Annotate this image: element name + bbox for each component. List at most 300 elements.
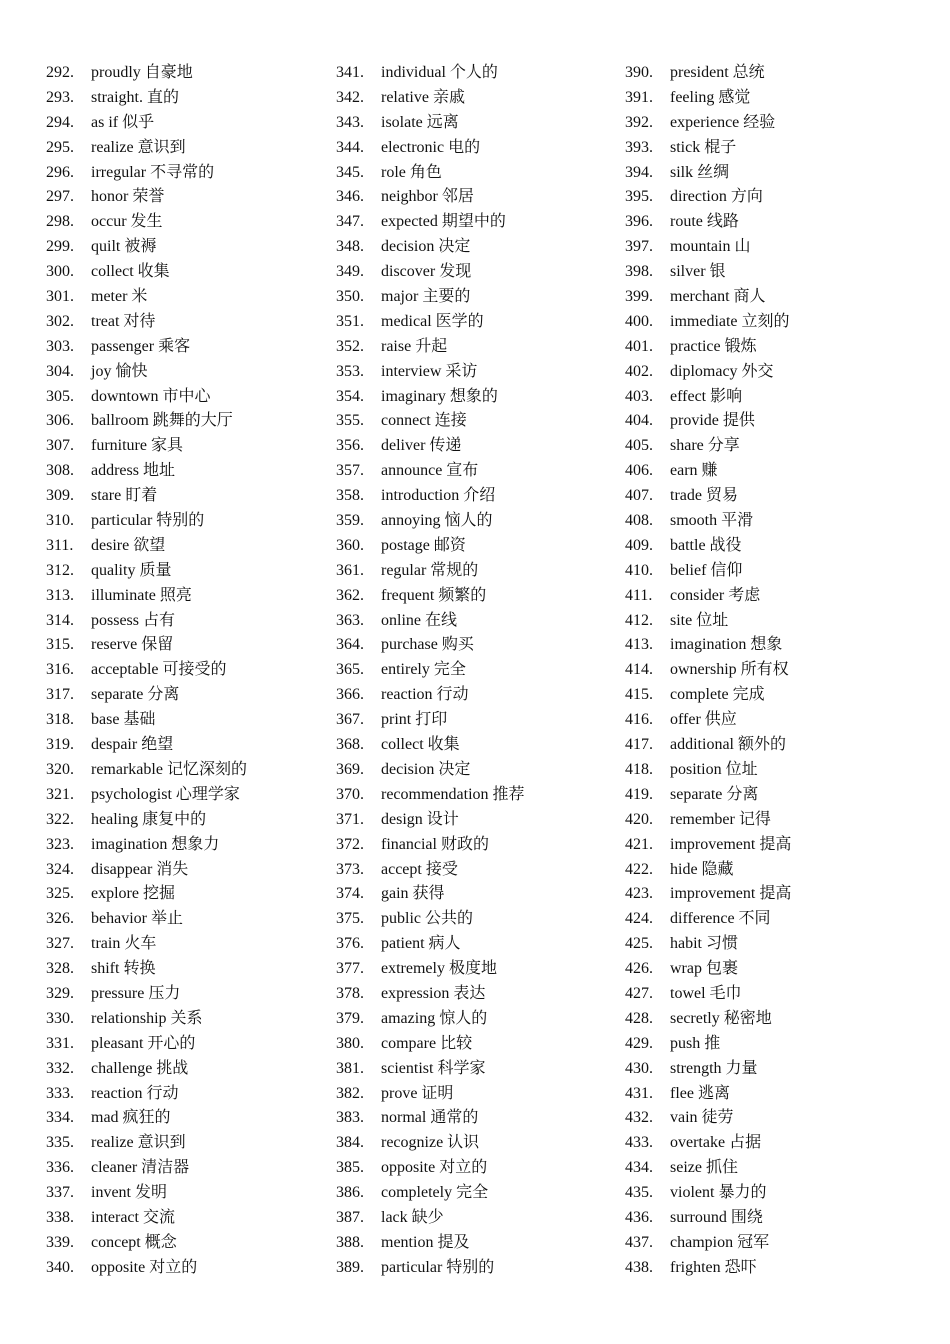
entry-number: 339. (46, 1233, 74, 1251)
entry-number: 316. (46, 661, 74, 679)
entry-word: relative 亲戚 (381, 88, 465, 106)
vocab-entry (625, 708, 915, 733)
vocab-entry (336, 409, 626, 434)
entry-number: 431. (625, 1084, 653, 1102)
entry-number: 393. (625, 138, 653, 156)
entry-number: 413. (625, 636, 653, 654)
entry-number: 298. (46, 213, 74, 231)
entry-number: 401. (625, 337, 653, 355)
entry-word: lack 缺少 (381, 1208, 444, 1226)
entry-word: shift 转换 (91, 960, 156, 978)
entry-number: 399. (625, 288, 653, 306)
entry-word: smooth 平滑 (670, 512, 754, 530)
vocab-entry (46, 260, 336, 285)
entry-word: occur 发生 (91, 213, 163, 231)
vocab-entry (46, 833, 336, 858)
vocab-entry (625, 808, 915, 833)
vocab-entry (625, 1256, 915, 1281)
entry-number: 421. (625, 835, 653, 853)
entry-number: 322. (46, 810, 74, 828)
entry-number: 415. (625, 686, 653, 704)
entry-word: extremely 极度地 (381, 960, 497, 978)
vocab-entry (46, 210, 336, 235)
entry-word: interact 交流 (91, 1208, 175, 1226)
entry-number: 345. (336, 163, 364, 181)
vocab-entry (46, 509, 336, 534)
entry-word: annoying 恼人的 (381, 512, 493, 530)
vocab-entry (336, 1106, 626, 1131)
vocab-entry (625, 683, 915, 708)
vocab-entry (336, 1057, 626, 1082)
vocab-entry (336, 1181, 626, 1206)
entry-word: electronic 电的 (381, 138, 481, 156)
entry-word: imagination 想象力 (91, 835, 220, 853)
vocab-entry (336, 1032, 626, 1057)
entry-word: mountain 山 (670, 238, 751, 256)
entry-word: announce 宣布 (381, 462, 479, 480)
entry-word: connect 连接 (381, 412, 467, 430)
entry-word: merchant 商人 (670, 288, 766, 306)
entry-number: 391. (625, 88, 653, 106)
entry-number: 355. (336, 412, 364, 430)
entry-word: discover 发现 (381, 263, 472, 281)
entry-number: 299. (46, 238, 74, 256)
entry-word: completely 完全 (381, 1184, 489, 1202)
entry-number: 304. (46, 362, 74, 380)
entry-number: 349. (336, 263, 364, 281)
vocab-entry (336, 1131, 626, 1156)
entry-word: particular 特别的 (381, 1258, 495, 1276)
entry-number: 323. (46, 835, 74, 853)
entry-word: towel 毛巾 (670, 984, 742, 1002)
entry-word: immediate 立刻的 (670, 312, 790, 330)
entry-word: decision 决定 (381, 760, 471, 778)
entry-number: 364. (336, 636, 364, 654)
vocab-entry (625, 1032, 915, 1057)
entry-word: deliver 传递 (381, 437, 462, 455)
entry-number: 428. (625, 1009, 653, 1027)
vocab-entry (625, 733, 915, 758)
vocab-entry (625, 833, 915, 858)
vocab-entry (336, 1206, 626, 1231)
vocab-entry (46, 1007, 336, 1032)
entry-number: 405. (625, 437, 653, 455)
vocab-entry (625, 882, 915, 907)
entry-number: 370. (336, 785, 364, 803)
vocab-entry (46, 932, 336, 957)
vocab-entry (336, 235, 626, 260)
entry-number: 417. (625, 736, 653, 754)
entry-word: as if 似乎 (91, 113, 155, 131)
entry-number: 346. (336, 188, 364, 206)
entry-word: normal 通常的 (381, 1109, 479, 1127)
entry-word: scientist 科学家 (381, 1059, 486, 1077)
entry-number: 437. (625, 1233, 653, 1251)
entry-number: 377. (336, 960, 364, 978)
entry-word: ballroom 跳舞的大厅 (91, 412, 233, 430)
entry-number: 361. (336, 561, 364, 579)
vocab-entry (336, 907, 626, 932)
vocab-entry (336, 932, 626, 957)
entry-number: 333. (46, 1084, 74, 1102)
entry-word: print 打印 (381, 711, 448, 729)
entry-number: 387. (336, 1208, 364, 1226)
entry-word: downtown 市中心 (91, 387, 211, 405)
entry-number: 307. (46, 437, 74, 455)
entry-word: effect 影响 (670, 387, 743, 405)
vocab-entry (336, 111, 626, 136)
vocab-entry (336, 584, 626, 609)
vocab-entry (46, 1032, 336, 1057)
entry-word: mention 提及 (381, 1233, 470, 1251)
entry-number: 331. (46, 1034, 74, 1052)
vocab-entry (46, 683, 336, 708)
vocab-entry (625, 185, 915, 210)
entry-word: particular 特别的 (91, 512, 205, 530)
entry-number: 344. (336, 138, 364, 156)
vocab-entry (336, 185, 626, 210)
entry-number: 343. (336, 113, 364, 131)
entry-word: imaginary 想象的 (381, 387, 498, 405)
vocab-entry (625, 584, 915, 609)
entry-word: violent 暴力的 (670, 1184, 767, 1202)
entry-word: surround 围绕 (670, 1208, 763, 1226)
entry-number: 419. (625, 785, 653, 803)
entry-word: route 线路 (670, 213, 739, 231)
entry-word: seize 抓住 (670, 1159, 738, 1177)
vocab-entry (336, 1082, 626, 1107)
vocab-entry (46, 161, 336, 186)
vocab-entry (336, 733, 626, 758)
entry-word: ownership 所有权 (670, 661, 789, 679)
entry-number: 350. (336, 288, 364, 306)
entry-number: 432. (625, 1109, 653, 1127)
entry-word: hide 隐藏 (670, 860, 734, 878)
entry-word: compare 比较 (381, 1034, 473, 1052)
entry-word: irregular 不寻常的 (91, 163, 215, 181)
entry-number: 315. (46, 636, 74, 654)
vocab-entry (625, 783, 915, 808)
entry-word: possess 占有 (91, 611, 176, 629)
entry-word: purchase 购买 (381, 636, 474, 654)
vocab-entry (625, 484, 915, 509)
entry-number: 321. (46, 785, 74, 803)
entry-number: 302. (46, 312, 74, 330)
vocab-entry (336, 335, 626, 360)
vocab-entry (46, 559, 336, 584)
vocab-entry (336, 1256, 626, 1281)
entry-word: frequent 频繁的 (381, 586, 487, 604)
entry-word: offer 供应 (670, 711, 737, 729)
vocab-entry (336, 459, 626, 484)
entry-word: secretly 秘密地 (670, 1009, 772, 1027)
vocab-entry (46, 1131, 336, 1156)
vocab-entry (336, 858, 626, 883)
entry-word: remember 记得 (670, 810, 771, 828)
vocab-entry (46, 335, 336, 360)
entry-word: prove 证明 (381, 1084, 454, 1102)
vocab-entry (46, 758, 336, 783)
entry-number: 398. (625, 263, 653, 281)
entry-number: 420. (625, 810, 653, 828)
entry-number: 422. (625, 860, 653, 878)
vocab-entry (625, 86, 915, 111)
vocab-entry (46, 633, 336, 658)
entry-number: 394. (625, 163, 653, 181)
vocab-entry (46, 1181, 336, 1206)
entry-word: separate 分离 (670, 785, 759, 803)
vocab-entry (625, 161, 915, 186)
vocab-entry (625, 434, 915, 459)
entry-word: online 在线 (381, 611, 457, 629)
entry-word: feeling 感觉 (670, 88, 751, 106)
entry-word: desire 欲望 (91, 536, 166, 554)
entry-number: 293. (46, 88, 74, 106)
vocab-entry (625, 559, 915, 584)
entry-word: concept 概念 (91, 1233, 177, 1251)
vocab-entry (336, 161, 626, 186)
entry-number: 353. (336, 362, 364, 380)
entry-number: 406. (625, 462, 653, 480)
entry-word: role 角色 (381, 163, 442, 181)
entry-word: reaction 行动 (381, 686, 469, 704)
entry-number: 369. (336, 760, 364, 778)
entry-number: 341. (336, 64, 364, 81)
entry-number: 409. (625, 536, 653, 554)
vocab-entry (336, 260, 626, 285)
vocab-entry (46, 434, 336, 459)
vocab-entry (46, 1206, 336, 1231)
entry-word: individual 个人的 (381, 64, 498, 81)
entry-number: 336. (46, 1159, 74, 1177)
entry-number: 294. (46, 113, 74, 131)
entry-word: remarkable 记忆深刻的 (91, 760, 247, 778)
entry-number: 397. (625, 238, 653, 256)
entry-number: 396. (625, 213, 653, 231)
entry-number: 381. (336, 1059, 364, 1077)
entry-word: base 基础 (91, 711, 156, 729)
entry-number: 351. (336, 312, 364, 330)
entry-word: president 总统 (670, 64, 765, 81)
entry-word: consider 考虑 (670, 586, 761, 604)
entry-word: financial 财政的 (381, 835, 489, 853)
entry-word: major 主要的 (381, 288, 471, 306)
vocab-entry (625, 1007, 915, 1032)
entry-number: 329. (46, 984, 74, 1002)
entry-number: 384. (336, 1134, 364, 1152)
entry-word: opposite 对立的 (381, 1159, 488, 1177)
entry-word: vain 徒劳 (670, 1109, 734, 1127)
entry-number: 408. (625, 512, 653, 530)
entry-word: silk 丝绸 (670, 163, 730, 181)
vocab-entry (336, 385, 626, 410)
entry-number: 309. (46, 487, 74, 505)
entry-number: 386. (336, 1184, 364, 1202)
vocab-entry (46, 185, 336, 210)
entry-word: patient 病人 (381, 935, 461, 953)
vocab-entry (46, 136, 336, 161)
entry-word: site 位址 (670, 611, 729, 629)
vocab-entry (336, 783, 626, 808)
entry-word: relationship 关系 (91, 1009, 203, 1027)
vocab-entry (625, 409, 915, 434)
vocab-entry (625, 1181, 915, 1206)
entry-word: separate 分离 (91, 686, 180, 704)
entry-number: 325. (46, 885, 74, 903)
entry-number: 312. (46, 561, 74, 579)
entry-word: neighbor 邻居 (381, 188, 474, 206)
vocab-entry (336, 758, 626, 783)
entry-number: 327. (46, 935, 74, 953)
vocab-entry (46, 86, 336, 111)
entry-word: amazing 惊人的 (381, 1009, 488, 1027)
entry-word: reserve 保留 (91, 636, 174, 654)
entry-number: 324. (46, 860, 74, 878)
entry-word: reaction 行动 (91, 1084, 179, 1102)
vocab-entry (625, 1156, 915, 1181)
entry-word: improvement 提高 (670, 885, 792, 903)
entry-number: 317. (46, 686, 74, 704)
entry-word: proudly 自豪地 (91, 64, 193, 81)
entry-number: 292. (46, 64, 74, 81)
entry-word: decision 决定 (381, 238, 471, 256)
vocab-entry (46, 61, 336, 86)
vocab-entry (625, 61, 915, 86)
vocab-entry (46, 409, 336, 434)
entry-number: 430. (625, 1059, 653, 1077)
entry-word: explore 挖掘 (91, 885, 175, 903)
vocab-entry (336, 534, 626, 559)
entry-number: 359. (336, 512, 364, 530)
entry-word: realize 意识到 (91, 138, 186, 156)
vocab-entry (625, 932, 915, 957)
vocab-entry (336, 1231, 626, 1256)
entry-word: recommendation 推荐 (381, 785, 525, 803)
entry-number: 332. (46, 1059, 74, 1077)
entry-number: 367. (336, 711, 364, 729)
vocab-entry (625, 1082, 915, 1107)
entry-word: diplomacy 外交 (670, 362, 774, 380)
vocab-entry (625, 1106, 915, 1131)
entry-number: 368. (336, 736, 364, 754)
entry-number: 371. (336, 810, 364, 828)
entry-word: push 推 (670, 1034, 721, 1052)
entry-word: stick 棍子 (670, 138, 737, 156)
vocab-entry (336, 310, 626, 335)
entry-number: 357. (336, 462, 364, 480)
entry-number: 313. (46, 586, 74, 604)
entry-number: 306. (46, 412, 74, 430)
entry-number: 378. (336, 984, 364, 1002)
vocab-entry (336, 808, 626, 833)
entry-word: invent 发明 (91, 1184, 167, 1202)
entry-number: 389. (336, 1258, 364, 1276)
vocab-entry (336, 683, 626, 708)
vocab-entry (625, 1057, 915, 1082)
vocab-entry (46, 1156, 336, 1181)
entry-word: champion 冠军 (670, 1233, 770, 1251)
vocab-entry (336, 957, 626, 982)
entry-word: realize 意识到 (91, 1134, 186, 1152)
entry-number: 305. (46, 387, 74, 405)
entry-number: 319. (46, 736, 74, 754)
entry-number: 434. (625, 1159, 653, 1177)
entry-word: design 设计 (381, 810, 459, 828)
vocab-entry (336, 559, 626, 584)
entry-number: 411. (625, 586, 653, 604)
entry-word: regular 常规的 (381, 561, 479, 579)
vocab-entry (46, 658, 336, 683)
entry-word: meter 米 (91, 288, 148, 306)
entry-number: 400. (625, 312, 653, 330)
vocab-entry (625, 609, 915, 634)
entry-word: joy 愉快 (91, 362, 148, 380)
entry-word: disappear 消失 (91, 860, 189, 878)
vocab-entry (625, 310, 915, 335)
entry-word: challenge 挑战 (91, 1059, 189, 1077)
entry-word: share 分享 (670, 437, 740, 455)
vocab-entry (46, 808, 336, 833)
vocab-entry (625, 1131, 915, 1156)
entry-word: additional 额外的 (670, 736, 786, 754)
entry-number: 383. (336, 1109, 364, 1127)
vocab-entry (46, 459, 336, 484)
entry-number: 436. (625, 1208, 653, 1226)
entry-word: collect 收集 (91, 263, 170, 281)
entry-number: 433. (625, 1134, 653, 1152)
entry-number: 426. (625, 960, 653, 978)
entry-word: train 火车 (91, 935, 157, 953)
vocab-entry (46, 783, 336, 808)
vocab-entry (46, 1106, 336, 1131)
entry-word: belief 信仰 (670, 561, 743, 579)
vocab-entry (625, 658, 915, 683)
vocab-entry (336, 658, 626, 683)
vocab-entry (46, 858, 336, 883)
entry-number: 404. (625, 412, 653, 430)
entry-number: 380. (336, 1034, 364, 1052)
entry-number: 342. (336, 88, 364, 106)
vocab-entry (46, 584, 336, 609)
entry-number: 335. (46, 1134, 74, 1152)
entry-word: entirely 完全 (381, 661, 466, 679)
entry-number: 423. (625, 885, 653, 903)
entry-word: provide 提供 (670, 412, 755, 430)
vocab-entry (625, 385, 915, 410)
entry-number: 296. (46, 163, 74, 181)
vocab-entry (46, 111, 336, 136)
entry-word: illuminate 照亮 (91, 586, 192, 604)
vocabulary-column-1 (46, 61, 336, 1281)
entry-number: 362. (336, 586, 364, 604)
vocab-entry (46, 1082, 336, 1107)
entry-word: acceptable 可接受的 (91, 661, 227, 679)
vocab-entry (336, 484, 626, 509)
vocab-entry (46, 1231, 336, 1256)
entry-word: improvement 提高 (670, 835, 792, 853)
entry-word: treat 对待 (91, 312, 156, 330)
vocab-entry (625, 633, 915, 658)
vocab-entry (336, 1007, 626, 1032)
entry-word: quality 质量 (91, 561, 172, 579)
entry-number: 402. (625, 362, 653, 380)
entry-word: raise 升起 (381, 337, 448, 355)
vocab-entry (46, 360, 336, 385)
vocab-entry (46, 907, 336, 932)
entry-word: passenger 乘客 (91, 337, 191, 355)
vocab-entry (336, 882, 626, 907)
entry-number: 373. (336, 860, 364, 878)
